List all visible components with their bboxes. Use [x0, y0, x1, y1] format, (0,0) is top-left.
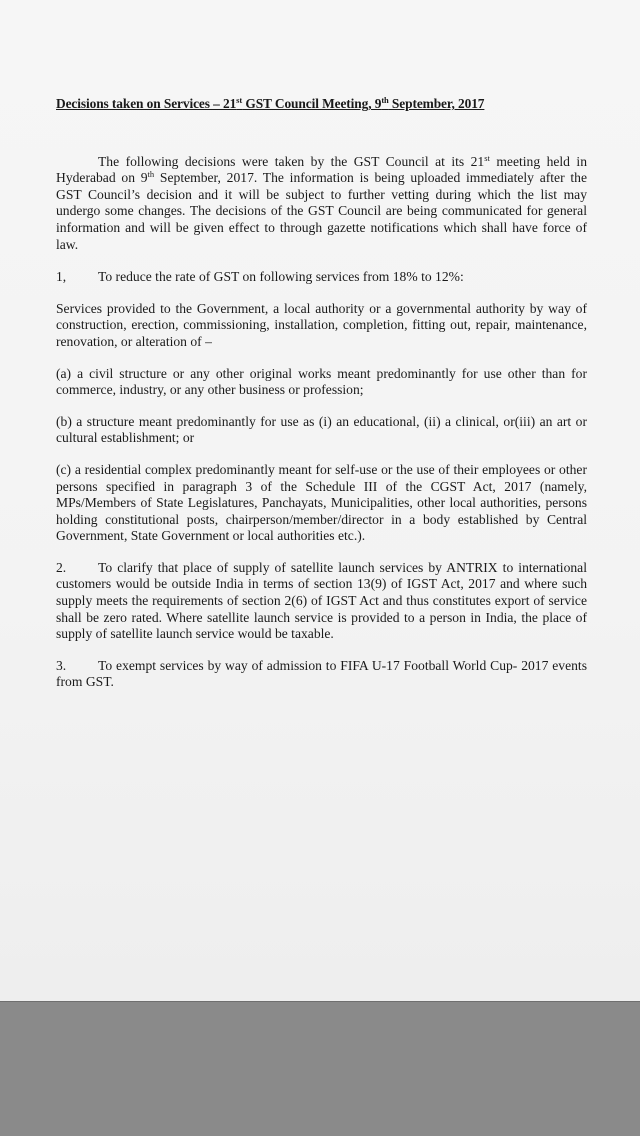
intro-part: meeting held in Hyderabad on 9 [56, 153, 587, 186]
point-1-item-a: (a) a civil structure or any other original works meant predominantly for use other than for commerce, industry, or any other business or profession; [56, 365, 587, 398]
point-number: 2. [56, 559, 67, 575]
page-title [56, 96, 587, 113]
document-body [56, 96, 587, 691]
intro-superscript: th [147, 169, 155, 180]
point-3 [56, 658, 587, 691]
point-1-heading [56, 269, 587, 286]
intro-paragraph [56, 154, 587, 254]
point-number: 3. [56, 657, 67, 673]
title-part: September, 2017 [388, 96, 485, 111]
title-part: Decisions taken on Services – 21 [56, 96, 237, 111]
title-superscript: st [236, 95, 243, 105]
point-1-lead: Services provided to the Government, a local authority or a governmental authority by way of construction, erection, commissioning, installation, completion, fitting out, repair, maintenance, renovation, or alteration of – [56, 300, 587, 349]
point-text: To clarify that place of supply of satellite launch services by ANTRIX to international customers would be outside India in terms of section 13(9) of IGST Act, 2017 and where such supply meets the requirements of section 2(6) of IGST Act and thus constitutes export of service shall be zero rated. Where satellite launch service is provided to a person in India, the place of supply of satellite launch service would be taxable. [56, 559, 587, 642]
point-1-item-c: (c) a residential complex predominantly meant for self-use or the use of their employees or other persons specified in paragraph 3 of the Schedule III of the CGST Act, 2017 (namely, MPs/Members of State Legislatures, Panchayats, Municipalities, other local authorities, persons holding constitutional posts, chairperson/member/director in a body established by Central Government, State Government or local authorities etc.). [56, 461, 587, 544]
intro-part: September, 2017. The information is being uploaded immediately after the GST Council’s decision and it will be subject to further vetting during which the list may undergo some changes. The decisions of the GST Council are being communicated for general information and will be given effect to through gazette notifications which shall have force of law. [56, 170, 587, 252]
title-superscript: th [381, 95, 389, 105]
point-number: 1, [56, 269, 67, 285]
intro-part: The following decisions were taken by the GST Council at its 21 [98, 153, 485, 169]
intro-superscript: st [484, 152, 490, 163]
point-heading-text: To reduce the rate of GST on following services from 18% to 12%: [98, 269, 464, 285]
point-1-item-b: (b) a structure meant predominantly for use as (i) an educational, (ii) a clinical, or(iii) an art or cultural establishment; or [56, 413, 587, 446]
point-text: To exempt services by way of admission to FIFA U-17 Football World Cup- 2017 events from GST. [56, 657, 587, 690]
point-2 [56, 560, 587, 643]
title-part: GST Council Meeting, 9 [242, 96, 382, 111]
